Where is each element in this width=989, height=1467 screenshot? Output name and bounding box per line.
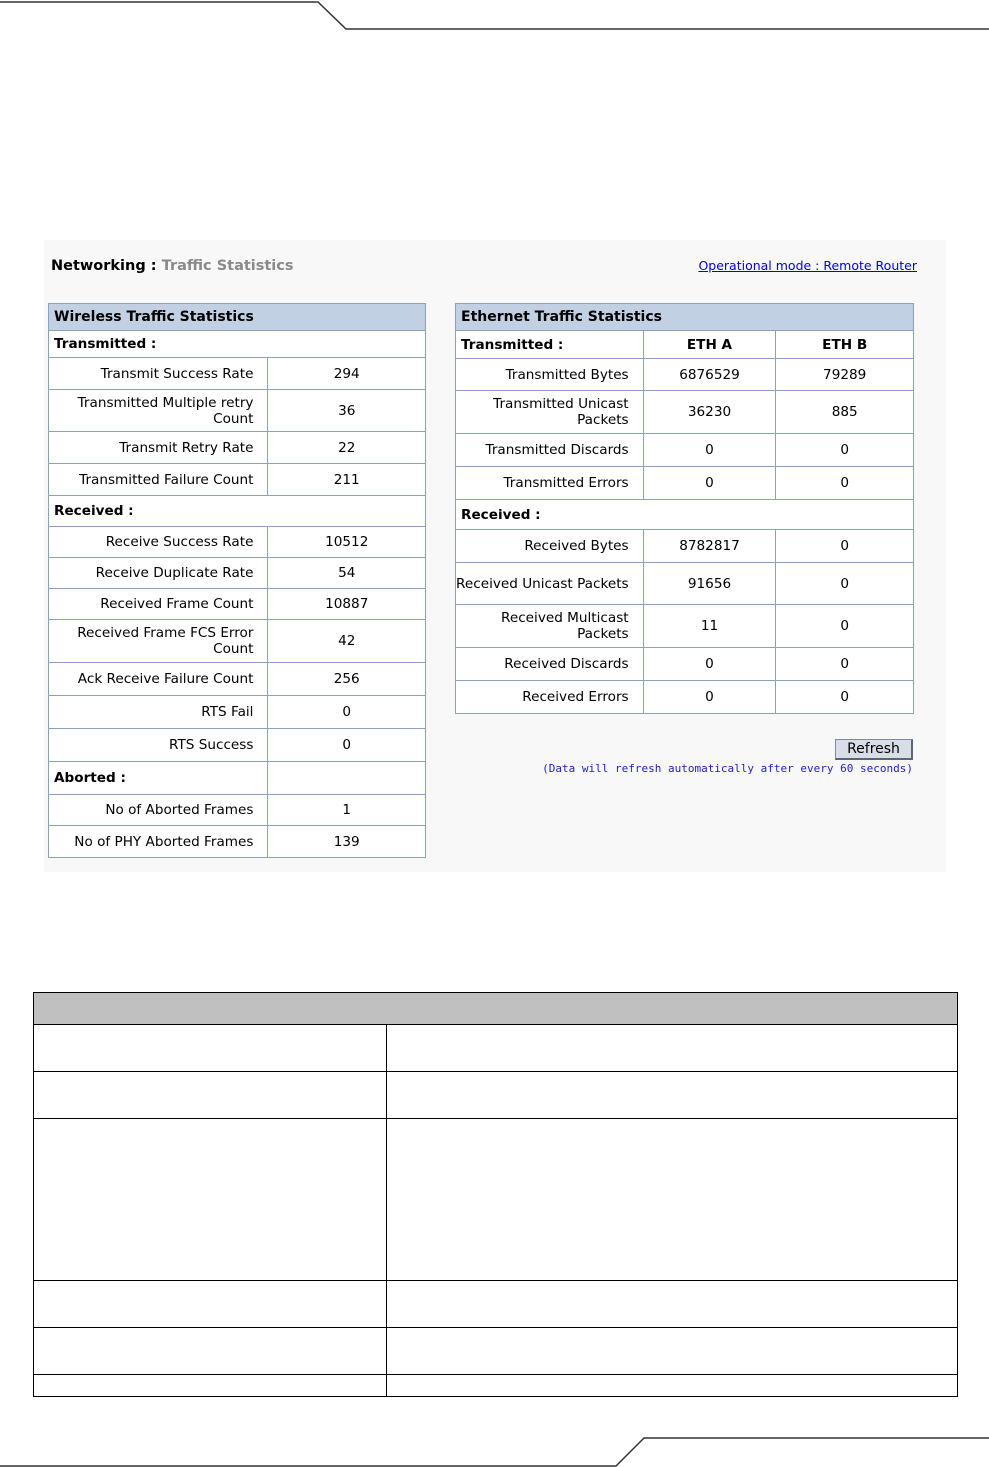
ethernet-table-title: Ethernet Traffic Statistics	[456, 304, 914, 331]
stat-label: No of PHY Aborted Frames	[49, 826, 268, 858]
table-row	[49, 696, 426, 729]
ethernet-transmitted-header: Transmitted :	[456, 331, 644, 359]
wireless-table-title: Wireless Traffic Statistics	[49, 304, 426, 331]
eth-a-column-header: ETH A	[643, 331, 776, 359]
page-title: Networking : Traffic Statistics	[51, 258, 294, 274]
stat-value: 36	[268, 390, 426, 432]
stat-value: 256	[268, 663, 426, 696]
stat-label: Transmitted Bytes	[456, 359, 644, 391]
table-row	[456, 391, 914, 434]
stat-value: 139	[268, 826, 426, 858]
empty-cell	[386, 1375, 957, 1397]
eth-b-value: 0	[776, 467, 914, 500]
eth-a-value: 0	[643, 681, 776, 714]
refresh-button[interactable]: Refresh	[835, 739, 913, 760]
stat-label: RTS Fail	[49, 696, 268, 729]
description-table	[33, 992, 958, 1397]
table-row	[34, 1025, 958, 1072]
table-row	[456, 467, 914, 500]
table-row	[49, 464, 426, 496]
empty-cell	[34, 1281, 387, 1328]
stat-label: Transmit Success Rate	[49, 358, 268, 390]
stat-label: Received Discards	[456, 648, 644, 681]
eth-a-value: 8782817	[643, 530, 776, 563]
stat-label: Receive Success Rate	[49, 527, 268, 558]
table-row	[456, 648, 914, 681]
wireless-transmitted-header: Transmitted :	[49, 331, 426, 358]
empty-cell	[386, 1025, 957, 1072]
ethernet-traffic-table	[455, 303, 914, 714]
table-row	[34, 1375, 958, 1397]
stat-label: Received Multicast Packets	[456, 605, 644, 648]
eth-a-value: 0	[643, 648, 776, 681]
eth-b-value: 0	[776, 530, 914, 563]
stat-label: Transmitted Failure Count	[49, 464, 268, 496]
stat-label: RTS Success	[49, 729, 268, 762]
eth-b-value: 0	[776, 563, 914, 605]
table-row	[456, 359, 914, 391]
table-row	[456, 563, 914, 605]
table-row	[456, 681, 914, 714]
eth-b-column-header: ETH B	[776, 331, 914, 359]
eth-b-value: 885	[776, 391, 914, 434]
empty-cell	[386, 1119, 957, 1281]
stat-label: No of Aborted Frames	[49, 795, 268, 826]
table-row	[34, 1328, 958, 1375]
empty-cell	[34, 1328, 387, 1375]
refresh-note: (Data will refresh automatically after every 60 seconds)	[542, 762, 913, 775]
eth-a-value: 0	[643, 434, 776, 467]
stat-value: 0	[268, 696, 426, 729]
eth-a-value: 6876529	[643, 359, 776, 391]
stat-value: 10512	[268, 527, 426, 558]
table-row	[49, 390, 426, 432]
stat-value: 22	[268, 432, 426, 464]
stat-value: 294	[268, 358, 426, 390]
table-row	[49, 663, 426, 696]
empty-cell	[386, 1072, 957, 1119]
eth-b-value: 0	[776, 648, 914, 681]
stat-label: Received Errors	[456, 681, 644, 714]
stat-label: Transmitted Discards	[456, 434, 644, 467]
empty-cell	[386, 1328, 957, 1375]
eth-b-value: 79289	[776, 359, 914, 391]
table-row	[49, 826, 426, 858]
eth-a-value: 91656	[643, 563, 776, 605]
table-row	[49, 795, 426, 826]
stat-value: 10887	[268, 589, 426, 620]
eth-a-value: 0	[643, 467, 776, 500]
table-row	[456, 530, 914, 563]
empty-cell	[34, 1072, 387, 1119]
table-row	[34, 1119, 958, 1281]
ethernet-received-header: Received :	[456, 500, 914, 530]
stat-label: Transmitted Multiple retry Count	[49, 390, 268, 432]
stat-value: 42	[268, 620, 426, 663]
empty-cell	[34, 1375, 387, 1397]
wireless-received-header: Received :	[49, 496, 426, 527]
table-row	[49, 620, 426, 663]
table-row	[456, 605, 914, 648]
table-row	[34, 1072, 958, 1119]
wireless-traffic-table	[48, 303, 426, 858]
eth-b-value: 0	[776, 605, 914, 648]
stat-label: Ack Receive Failure Count	[49, 663, 268, 696]
stat-label: Transmitted Unicast Packets	[456, 391, 644, 434]
empty-cell	[34, 1119, 387, 1281]
wireless-aborted-header: Aborted :	[49, 762, 268, 795]
stat-label: Transmitted Errors	[456, 467, 644, 500]
stat-label: Received Bytes	[456, 530, 644, 563]
empty-cell	[386, 1281, 957, 1328]
stat-label: Transmit Retry Rate	[49, 432, 268, 464]
eth-b-value: 0	[776, 434, 914, 467]
table-row	[49, 358, 426, 390]
description-table-header	[34, 993, 958, 1025]
table-row	[456, 434, 914, 467]
operational-mode-link[interactable]: Operational mode : Remote Router	[698, 258, 917, 273]
eth-a-value: 11	[643, 605, 776, 648]
stat-value: 211	[268, 464, 426, 496]
table-row	[49, 589, 426, 620]
eth-a-value: 36230	[643, 391, 776, 434]
table-row	[49, 527, 426, 558]
table-row	[49, 432, 426, 464]
table-row	[49, 729, 426, 762]
stat-label: Receive Duplicate Rate	[49, 558, 268, 589]
table-row	[49, 558, 426, 589]
stat-label: Received Frame FCS Error Count	[49, 620, 268, 663]
stat-label: Received Unicast Packets	[456, 563, 644, 605]
empty-cell	[268, 762, 426, 795]
empty-cell	[34, 1025, 387, 1072]
stat-label: Received Frame Count	[49, 589, 268, 620]
table-row	[34, 1281, 958, 1328]
stat-value: 1	[268, 795, 426, 826]
stat-value: 0	[268, 729, 426, 762]
eth-b-value: 0	[776, 681, 914, 714]
stat-value: 54	[268, 558, 426, 589]
